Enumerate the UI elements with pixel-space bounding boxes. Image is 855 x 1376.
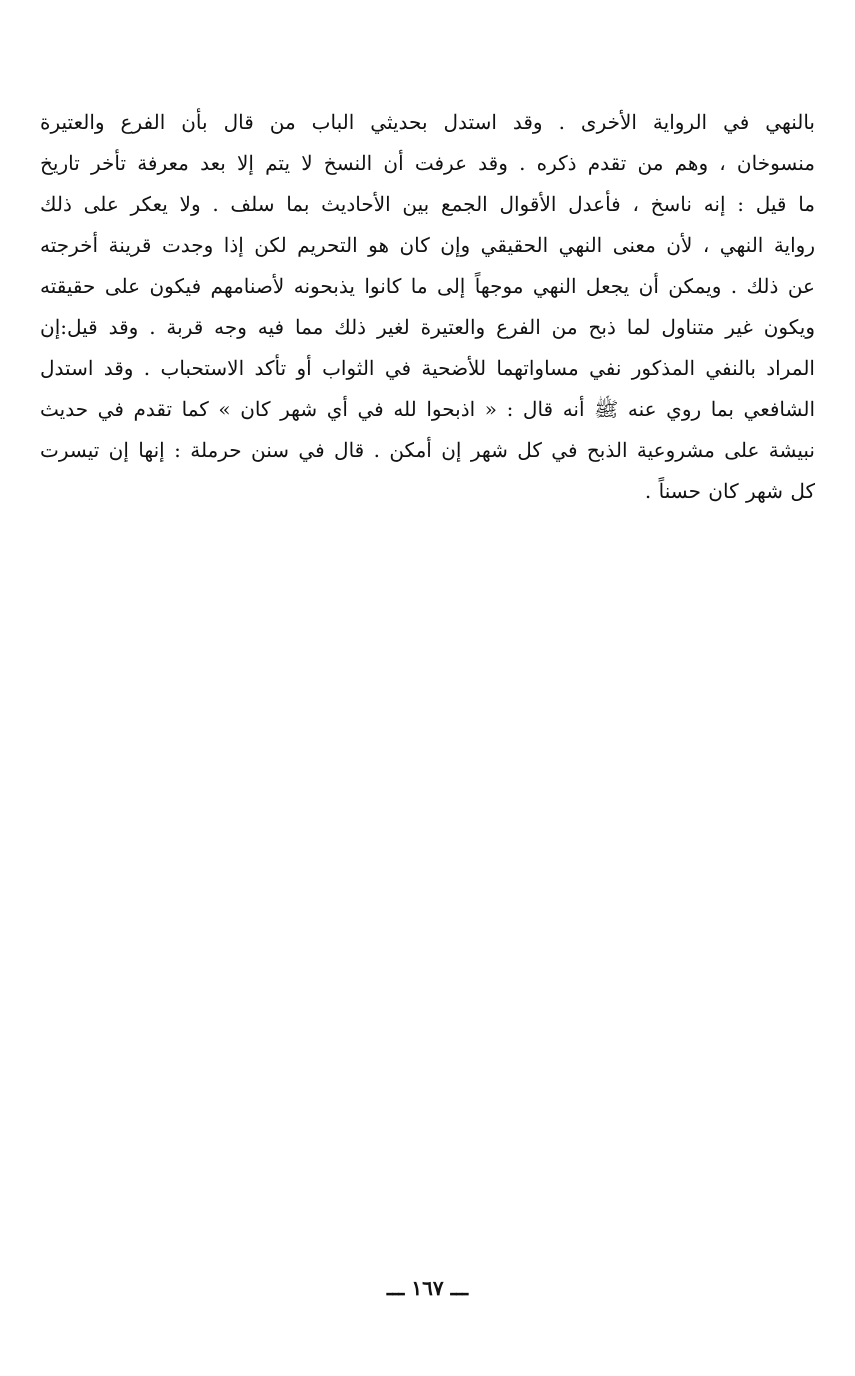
text-line: عن ذلك . ويمكن أن يجعل النهي موجهاً إلى ما كانوا يذبحونه لأصنامهم فيكون على حقيقته xyxy=(40,274,815,298)
text-line: ما قيل : إنه ناسخ ، فأعدل الأقوال الجمع بين الأحاديث بما سلف . ولا يعكر على ذلك xyxy=(40,192,815,216)
body-text xyxy=(40,102,815,512)
text-line: ويكون غير متناول لما ذبح من الفرع والعتيرة لغير ذلك مما فيه وجه قربة . وقد قيل:إن xyxy=(40,315,815,339)
text-line: الشافعي بما روي عنه ﷺ أنه قال : « اذبحوا لله في أي شهر كان » كما تقدم في حديث xyxy=(40,397,815,421)
text-line: كل شهر كان حسناً . xyxy=(644,479,815,503)
text-line: بالنهي في الرواية الأخرى . وقد استدل بحديثي الباب من قال بأن الفرع والعتيرة xyxy=(40,110,815,134)
text-line: نبيشة على مشروعية الذبح في كل شهر إن أمكن . قال في سنن حرملة : إنها إن تيسرت xyxy=(40,438,815,462)
page-number: ـــ ١٦٧ ـــ xyxy=(386,1276,469,1300)
text-line: منسوخان ، وهم من تقدم ذكره . وقد عرفت أن النسخ لا يتم إلا بعد معرفة تأخر تاريخ xyxy=(40,151,815,175)
text-line: رواية النهي ، لأن معنى النهي الحقيقي وإن كان هو التحريم لكن إذا وجدت قرينة أخرجته xyxy=(40,233,815,257)
text-line: المراد بالنفي المذكور نفي مساواتهما للأضحية في الثواب أو تأكد الاستحباب . وقد استدل xyxy=(40,356,815,380)
